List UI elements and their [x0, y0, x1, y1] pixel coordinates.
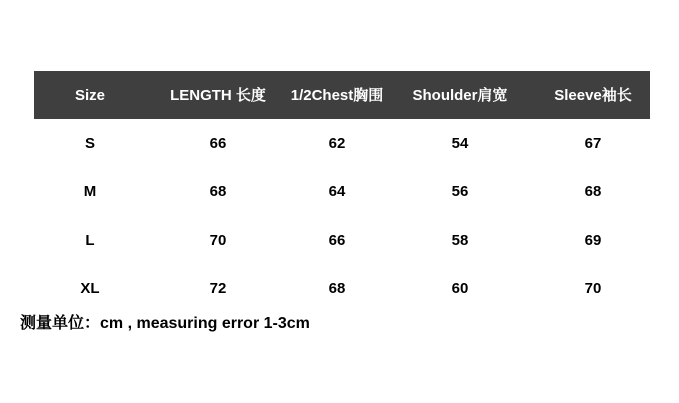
table-row-s	[34, 119, 650, 168]
header-cell-length: LENGTH 长度	[170, 86, 266, 104]
cell-size: XL	[80, 280, 100, 298]
table-row-l	[34, 216, 650, 265]
cell-sleeve: 70	[584, 280, 602, 298]
cell-shoulder: 56	[451, 183, 469, 201]
cell-size: S	[84, 134, 95, 152]
cell-size: L	[85, 231, 95, 249]
size-chart-table	[34, 71, 650, 313]
cell-sleeve: 68	[584, 183, 602, 201]
table-row-m	[34, 168, 650, 217]
cell-length: 70	[209, 231, 227, 249]
cell-length: 68	[209, 183, 227, 201]
measurement-note: 测量单位：cm , measuring error 1-3cm	[20, 315, 310, 332]
cell-shoulder: 54	[451, 134, 469, 152]
table-row-xl	[34, 265, 650, 314]
cell-shoulder: 58	[451, 231, 469, 249]
cell-chest: 64	[328, 183, 346, 201]
header-cell-shoulder: Shoulder肩宽	[412, 86, 508, 104]
cell-length: 72	[209, 280, 227, 298]
header-cell-sleeve: Sleeve袖长	[554, 86, 632, 104]
header-cell-chest: 1/2Chest胸围	[290, 86, 384, 104]
cell-chest: 62	[328, 134, 346, 152]
cell-size: M	[83, 183, 97, 201]
cell-shoulder: 60	[451, 280, 469, 298]
cell-length: 66	[209, 134, 227, 152]
cell-sleeve: 69	[584, 231, 602, 249]
cell-chest: 66	[328, 231, 346, 249]
cell-chest: 68	[328, 280, 346, 298]
table-header-row	[34, 71, 650, 119]
cell-sleeve: 67	[584, 134, 602, 152]
header-cell-size: Size	[74, 86, 105, 104]
